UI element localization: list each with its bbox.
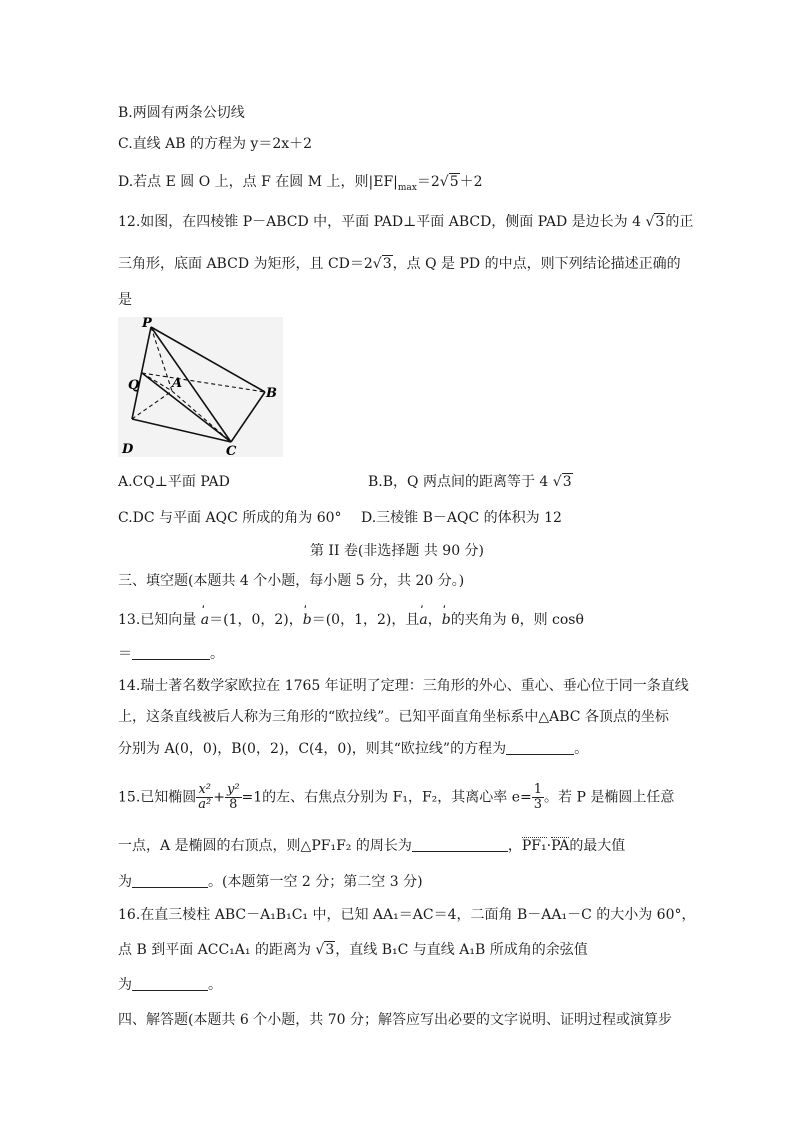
edge-qb — [142, 373, 265, 392]
part-2-title: 第 II 卷(非选择题 共 90 分) — [309, 543, 485, 559]
section-3-title: 三、填空题(本题共 4 个小题，每小题 5 分，共 20 分。) — [118, 573, 465, 589]
question-15-line-3: 为 。(本题第一空 2 分；第二空 3 分) — [118, 874, 423, 890]
question-12-line-2: 三角形，底面 ABCD 为矩形，且 CD＝2√3，点 Q 是 PD 的中点，则下列结论描述正确的 — [118, 256, 681, 272]
section-4-title: 四、解答题(本题共 6 个小题，共 70 分；解答应写出必要的文字说明、证明过程或演算步 — [118, 1012, 672, 1028]
answer-blank-15a — [412, 837, 508, 852]
answer-blank-15b — [132, 873, 208, 888]
label-b: B — [266, 386, 277, 401]
pyramid-figure — [118, 317, 283, 457]
label-p: P — [142, 317, 152, 331]
answer-blank-13 — [132, 645, 210, 660]
edge-cb — [231, 392, 265, 442]
question-15-line-2: 一点，A 是椭圆的右顶点，则△PF₁F₂ 的周长为 ，PF₁·PA的最大值 — [118, 838, 626, 854]
edge-pb — [151, 327, 265, 392]
question-15-line-1: 15.已知椭圆 $\frac{\text{x²}}{\text{a²}}$ + $\frac{\text{y²}}{8}$ =1的左、右焦点分别为 F₁，F₂，其离心率 e= $\frac{1}{3}$ 。若 P 是椭圆上任意 — [118, 782, 675, 812]
question-12-line-1: 12.如图，在四棱锥 P－ABCD 中，平面 PAD⊥平面 ABCD，侧面 PAD 是边长为 4 √3的正 — [118, 214, 694, 230]
question-14-line-1: 14.瑞士著名数学家欧拉在 1765 年证明了定理：三角形的外心、重心、垂心位于同一条直线 — [118, 678, 689, 694]
label-q: Q — [128, 378, 140, 393]
answer-blank-16 — [132, 976, 208, 991]
q12-option-d: D.三棱锥 B－AQC 的体积为 12 — [361, 510, 562, 526]
edge-pd — [132, 327, 151, 419]
label-a: A — [172, 376, 183, 391]
option-11-b: B.两圆有两条公切线 — [118, 105, 245, 121]
question-13-line-1: 13.已知向量 ˈ a＝(1，0，2)，ˈ b＝(0，1，2)，且ˈ a，ˈ b的夹角为 θ，则 cosθ — [118, 610, 584, 630]
question-14-line-3: 分别为 A(0，0)，B(0，2)，C(4，0)，则其“欧拉线”的方程为 。 — [118, 741, 589, 757]
question-14-line-2: 上，这条直线被后人称为三角形的“欧拉线”。已知平面直角坐标系中△ABC 各顶点的坐标 — [118, 709, 669, 725]
q12-option-a: A.CQ⊥平面 PAD — [118, 474, 230, 490]
label-d: D — [122, 442, 134, 457]
edge-da — [132, 391, 172, 419]
question-13-line-2: ＝ 。 — [118, 646, 224, 662]
option-11-d: D.若点 E 圆 O 上，点 F 在圆 M 上，则$|EF|_{max}=2√5+2$ — [118, 174, 483, 193]
question-16-line-3: 为 。 — [118, 977, 222, 993]
answer-blank-14 — [506, 740, 574, 755]
question-16-line-1: 16.在直三棱柱 ABC－A₁B₁C₁ 中，已知 AA₁＝AC＝4，二面角 B－AA₁－C 的大小为 60°， — [118, 907, 696, 923]
q12-option-b: B.B，Q 两点间的距离等于 4 √3 — [368, 474, 572, 490]
option-11-c: C.直线 AB 的方程为 y＝2x＋2 — [118, 136, 313, 152]
label-c: C — [226, 444, 237, 457]
question-16-line-2: 点 B 到平面 ACC₁A₁ 的距离为 √3，直线 B₁C 与直线 A₁B 所成角的余弦值 — [118, 942, 588, 958]
q12-option-c: C.DC 与平面 AQC 所成的角为 60° — [118, 510, 342, 526]
question-12-line-3: 是 — [118, 292, 132, 308]
